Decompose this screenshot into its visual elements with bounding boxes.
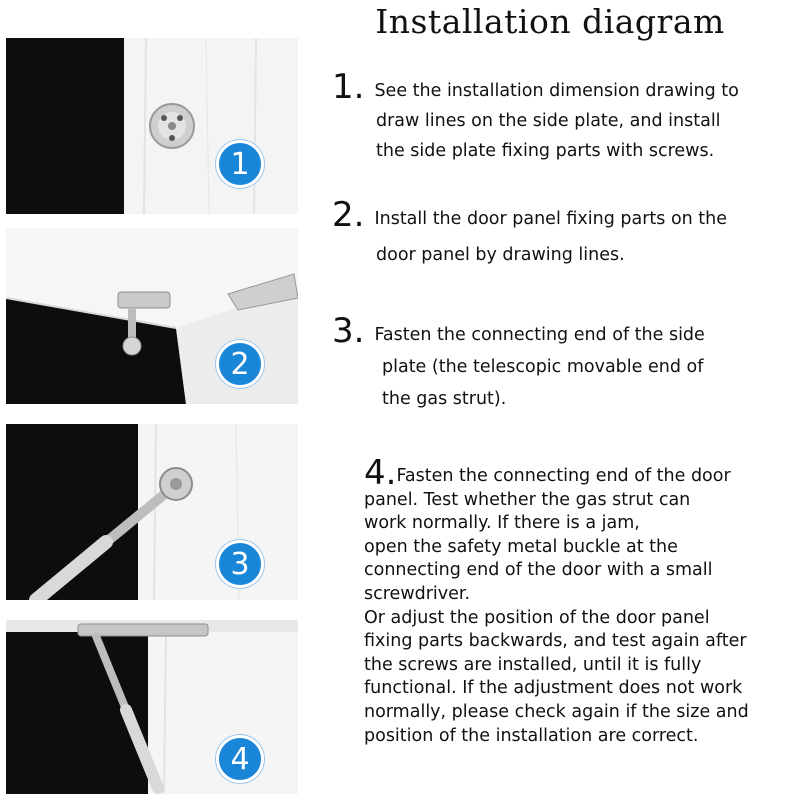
step-2-number: 2. [332,195,365,235]
step-4-line-12: position of the installation are correct. [364,725,699,746]
step-3-line-3: the gas strut). [382,389,507,409]
step-1-line-1: See the installation dimension drawing to [374,81,739,101]
step-2-badge: 2 [216,340,264,388]
step-3-text [332,311,792,414]
step-1-line-2: draw lines on the side plate, and install [376,111,721,131]
step-3-number: 3. [332,311,365,351]
step-4-badge: 4 [216,735,264,783]
step-1-badge: 1 [216,140,264,188]
page-title: Installation diagram [375,2,725,41]
step-3-line-2: plate (the telescopic movable end of [382,357,704,377]
step-4-line-10: functional. If the adjustment does not work [364,678,743,699]
step-4-line-4: open the safety metal buckle at the [364,536,678,557]
step-2-text [332,195,792,270]
step-1-number: 1. [332,67,365,107]
step-2-line-1: Install the door panel fixing parts on the [374,209,728,229]
step-4-line-8: fixing parts backwards, and test again after [364,631,747,652]
step-3-line-1: Fasten the connecting end of the side [374,325,705,345]
step-4-line-6: screwdriver. [364,583,471,604]
step-4-line-11: normally, please check again if the size and [364,701,749,722]
step-1-text [332,67,792,166]
step-4-number: 4. [364,453,397,493]
photo-step-1 [6,38,298,214]
step-4-line-2: panel. Test whether the gas strut can [364,489,691,510]
step-4-line-1: Fasten the connecting end of the door [396,466,731,486]
step-3-badge: 3 [216,540,264,588]
step-4-line-7: Or adjust the position of the door panel [364,607,710,628]
step-4-line-9: the screws are installed, until it is fully [364,654,702,675]
step-2-line-2: door panel by drawing lines. [376,245,625,265]
step-1-line-3: the side plate fixing parts with screws. [376,141,715,161]
step-4-line-3: work normally. If there is a jam, [364,513,640,534]
step-4-text [364,453,796,748]
photo-step-1-illustration [6,38,298,214]
step-4-line-5: connecting end of the door with a small [364,560,713,581]
